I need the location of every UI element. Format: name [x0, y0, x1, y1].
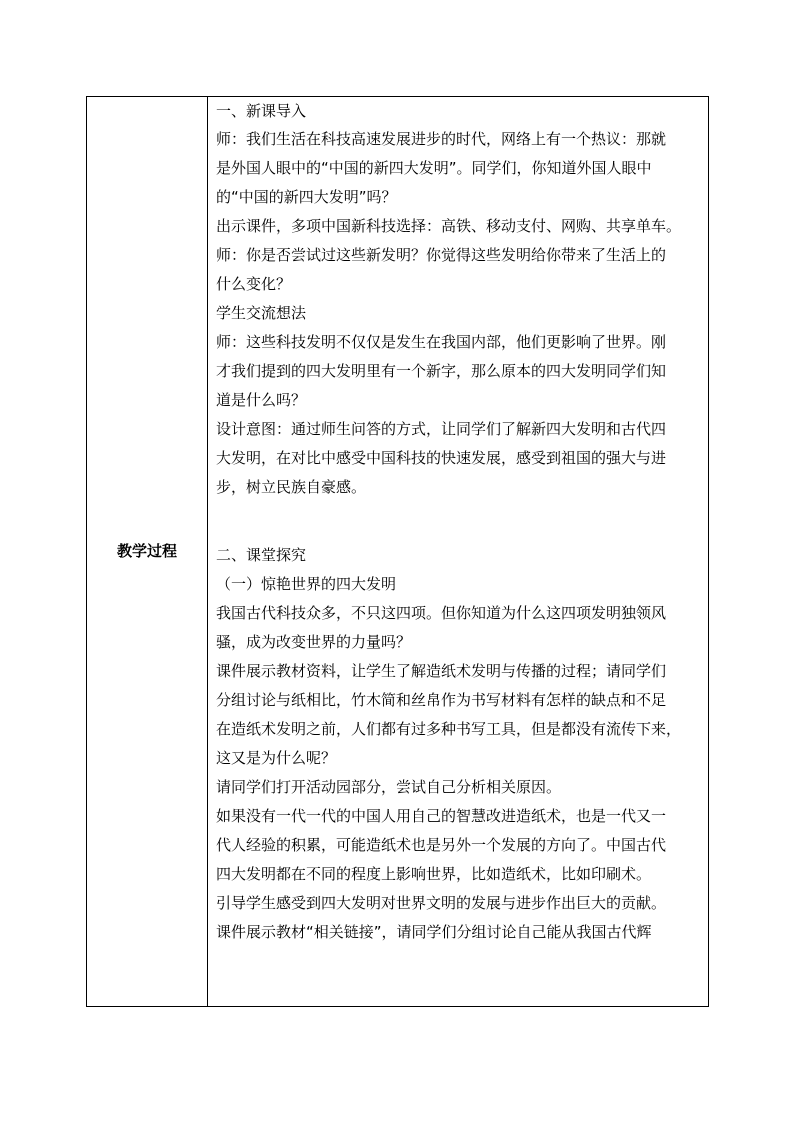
- paragraph-line: 请同学们打开活动园部分，尝试自己分析相关原因。: [216, 778, 562, 796]
- paragraph-line: 如果没有一代一代的中国人用自己的智慧改进造纸术，也是一代又一: [216, 807, 667, 825]
- row-label-cell: [87, 97, 208, 1006]
- content-cell: [208, 97, 708, 1006]
- paragraph-line: 出示课件，多项中国新科技选择：高铁、移动支付、网购、共享单车。: [216, 217, 682, 235]
- paragraph-line: 引导学生感受到四大发明对世界文明的发展与进步作出巨大的贡献。: [216, 894, 667, 912]
- row-label-teaching-process: 教学过程: [116, 542, 177, 560]
- paragraph-line: 什么变化？: [216, 275, 292, 293]
- subheading-four-inventions: （一）惊艳世界的四大发明: [216, 575, 397, 593]
- paragraph-line: 的“中国的新四大发明”吗？: [216, 188, 397, 206]
- paragraph-line: 在造纸术发明之前，人们都有过多种书写工具，但是都没有流传下来，: [216, 720, 682, 738]
- paragraph-line: 道是什么吗？: [216, 391, 307, 409]
- paragraph-line: 这又是为什么呢？: [216, 749, 337, 767]
- paragraph-line: 步，树立民族自豪感。: [216, 478, 367, 496]
- paragraph-line: 师：你是否尝试过这些新发明？你觉得这些发明给你带来了生活上的: [216, 246, 667, 264]
- paragraph-line: 学生交流想法: [216, 304, 307, 322]
- paragraph-line: 课件展示教材资料，让学生了解造纸术发明与传播的过程；请同学们: [216, 662, 667, 680]
- paragraph-line: 分组讨论与纸相比，竹木简和丝帛作为书写材料有怎样的缺点和不足: [216, 691, 667, 709]
- paragraph-line: 是外国人眼中的“中国的新四大发明”。同学们，你知道外国人眼中: [216, 159, 652, 177]
- heading-classroom-exploration: 二、课堂探究: [216, 546, 307, 564]
- paragraph-line: 代人经验的积累，可能造纸术也是另外一个发展的方向了。中国古代: [216, 836, 667, 854]
- paragraph-line: 四大发明都在不同的程度上影响世界，比如造纸术，比如印刷术。: [216, 865, 652, 883]
- paragraph-line: 设计意图：通过师生问答的方式，让同学们了解新四大发明和古代四: [216, 420, 667, 438]
- paragraph-line: 课件展示教材“相关链接”，请同学们分组讨论自己能从我国古代辉: [216, 923, 652, 941]
- paragraph-line: 我国古代科技众多，不只这四项。但你知道为什么这四项发明独领风: [216, 604, 667, 622]
- paragraph-line: 师：这些科技发明不仅仅是发生在我国内部，他们更影响了世界。刚: [216, 333, 667, 351]
- paragraph-line: 师：我们生活在科技高速发展进步的时代，网络上有一个热议：那就: [216, 130, 667, 148]
- paragraph-line: 大发明，在对比中感受中国科技的快速发展，感受到祖国的强大与进: [216, 449, 667, 467]
- paragraph-line: 才我们提到的四大发明里有一个新字，那么原本的四大发明同学们知: [216, 362, 667, 380]
- lesson-plan-table: [86, 96, 709, 1007]
- paragraph-line: 骚，成为改变世界的力量吗？: [216, 633, 412, 651]
- heading-new-lesson-intro: 一、新课导入: [216, 102, 307, 120]
